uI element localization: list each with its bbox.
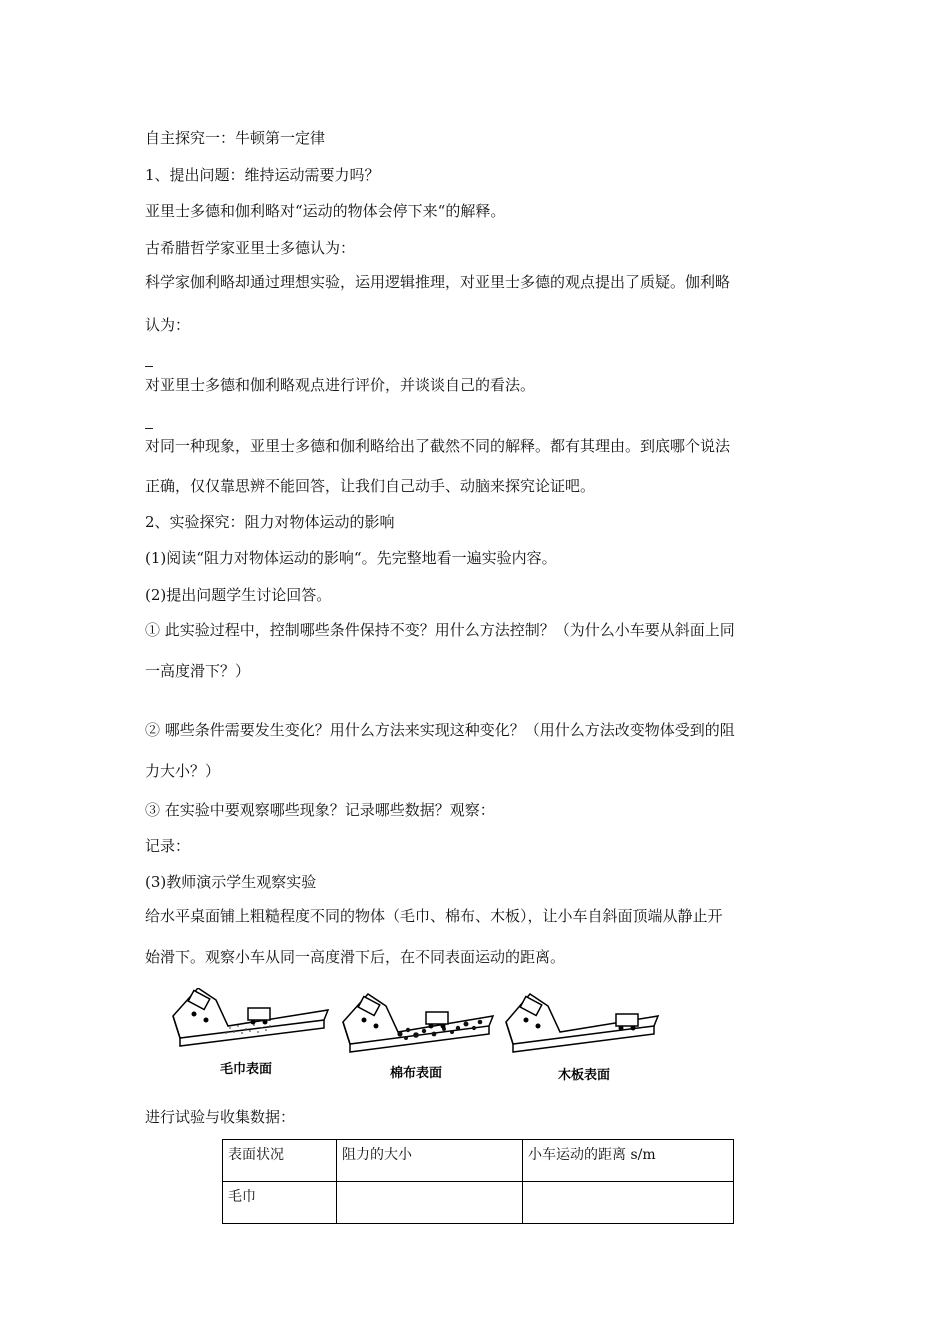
paragraph-line: 始滑下。观察小车从同一高度滑下后，在不同表面运动的距离。 <box>145 948 566 966</box>
blank-line-mark <box>145 366 153 367</box>
figure-caption: 毛巾表面 <box>220 1062 273 1077</box>
paragraph-line: 正确，仅仅靠思辨不能回答，让我们自己动手、动脑来探究论证吧。 <box>145 477 596 495</box>
data-table <box>222 1139 734 1224</box>
blank-line-mark <box>145 428 153 429</box>
question-item: ② 哪些条件需要发生变化？用什么方法来实现这种变化？（用什么方法改变物体受到的阻 <box>145 721 735 739</box>
table-cell <box>337 1182 523 1224</box>
figure-caption: 棉布表面 <box>390 1066 443 1081</box>
experiment-figure <box>168 988 668 1083</box>
paragraph-line: 科学家伽利略却通过理想实验，运用逻辑推理，对亚里士多德的观点提出了质疑。伽利略 <box>145 273 731 291</box>
table-cell: 毛巾 <box>223 1182 337 1224</box>
question-heading: 1、提出问题：维持运动需要力吗？ <box>145 166 380 184</box>
paragraph-line: 对同一种现象，亚里士多德和伽利略给出了截然不同的解释。都有其理由。到底哪个说法 <box>145 437 731 455</box>
question-item: ③ 在实验中要观察哪些现象？记录哪些数据？观察： <box>145 801 495 819</box>
figure-caption: 木板表面 <box>558 1068 611 1083</box>
table-header-cell: 小车运动的距离 s/m <box>523 1140 734 1182</box>
paragraph-line: 古希腊哲学家亚里士多德认为： <box>145 239 356 257</box>
table-row <box>223 1182 734 1224</box>
paragraph-line: 记录： <box>145 837 191 855</box>
table-header-cell: 阻力的大小 <box>337 1140 523 1182</box>
paragraph-line: (1)阅读“阻力对物体运动的影响“。先完整地看一遍实验内容。 <box>145 549 557 567</box>
section-title: 自主探究一：牛顿第一定律 <box>145 129 326 147</box>
question-item-cont: 一高度滑下？） <box>145 662 251 680</box>
table-cell <box>523 1182 734 1224</box>
table-header-row <box>223 1140 734 1182</box>
paragraph-line: 进行试验与收集数据： <box>145 1108 296 1126</box>
paragraph-line: 对亚里士多德和伽利略观点进行评价，并谈谈自己的看法。 <box>145 376 536 394</box>
paragraph-line: 认为： <box>145 316 191 334</box>
question-item-cont: 力大小？） <box>145 762 221 780</box>
towel-setup-illustration <box>173 988 328 1046</box>
question-item: ① 此实验过程中，控制哪些条件保持不变？用什么方法控制？（为什么小车要从斜面上同 <box>145 621 735 639</box>
paragraph-line: 亚里士多德和伽利略对“运动的物体会停下来“的解释。 <box>145 202 506 220</box>
experiment-heading: 2、实验探究：阻力对物体运动的影响 <box>145 513 395 531</box>
cotton-setup-illustration <box>343 994 493 1052</box>
board-setup-illustration <box>506 994 658 1052</box>
paragraph-line: (3)教师演示学生观察实验 <box>145 873 317 891</box>
paragraph-line: 给水平桌面铺上粗糙程度不同的物体（毛巾、棉布、木板），让小车自斜面顶端从静止开 <box>145 907 723 925</box>
table-header-cell: 表面状况 <box>223 1140 337 1182</box>
paragraph-line: (2)提出问题学生讨论回答。 <box>145 586 332 604</box>
